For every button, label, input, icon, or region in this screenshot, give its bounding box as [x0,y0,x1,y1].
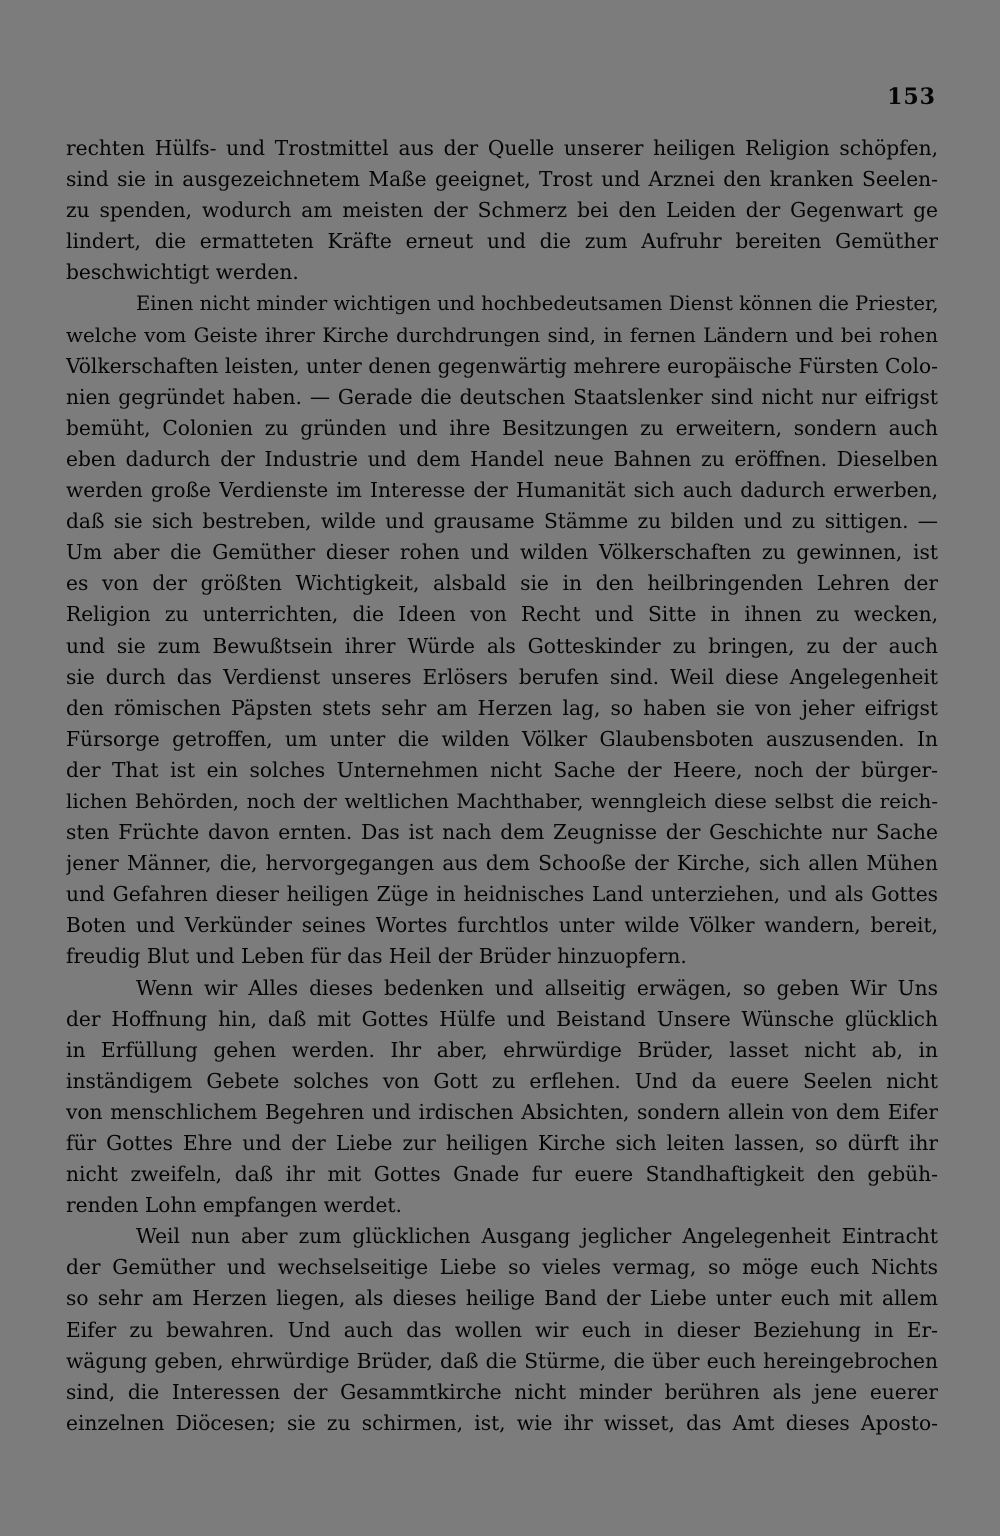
text-line: den römischen Päpsten stets sehr am Herzen lag, so haben sie von jeher eifrigst [66,695,938,720]
text-line: renden Lohn empfangen werdet. [66,1193,402,1218]
text-line: einzelnen Diöcesen; sie zu schirmen, ist, wie ihr wisset, das Amt dieses Aposto- [66,1410,938,1435]
text-line: der Gemüther und wechselseitige Liebe so vieles vermag, so möge euch Nichts [66,1255,938,1280]
text-line: und Gefahren dieser heiligen Züge in heidnisches Land unterziehen, und als Gottes [66,882,938,907]
text-line: inständigem Gebete solches von Gott zu erflehen. Und da euere Seelen nicht [66,1068,938,1093]
text-line: Weil nun aber zum glücklichen Ausgang jeglicher Angelegenheit Eintracht [136,1224,938,1249]
text-line: sind sie in ausgezeichnetem Maße geeignet, Trost und Arznei den kranken Seelen- [66,167,938,192]
text-line: Einen nicht minder wichtigen und hochbedeutsamen Dienst können die Priester, [136,292,938,316]
text-line: für Gottes Ehre und der Liebe zur heiligen Kirche sich leiten lassen, so dürft ihr [66,1131,938,1155]
text-line: Völkerschaften leisten, unter denen gegenwärtig mehrere europäische Fürsten Colo- [66,353,938,378]
text-line: jener Männer, die, hervorgegangen aus dem Schooße der Kirche, sich allen Mühen [66,851,938,876]
text-line: Boten und Verkünder seines Wortes furchtlos unter wilde Völker wandern, bereit, [66,913,938,938]
text-line: Wenn wir Alles dieses bedenken und allseitig erwägen, so geben Wir Uns [136,975,938,1000]
text-line: und sie zum Bewußtsein ihrer Würde als Gotteskinder zu bringen, zu der auch [66,633,938,658]
text-line: Fürsorge getroffen, um unter die wilden Völker Glaubensboten auszusenden. In [66,726,938,751]
text-line: sind, die Interessen der Gesammtkirche nicht minder berühren als jene euerer [66,1379,938,1404]
body-text [66,133,938,1439]
text-line: sie durch das Verdienst unseres Erlösers berufen sind. Weil diese Angelegenheit [66,664,938,689]
text-line: werden große Verdienste im Interesse der Humanität sich auch dadurch erwerben, [66,478,938,503]
text-line: daß sie sich bestreben, wilde und grausame Stämme zu bilden und zu sittigen. — [66,509,938,534]
text-line: nicht zweifeln, daß ihr mit Gottes Gnade fur euere Standhaftigkeit den gebüh- [66,1162,938,1187]
text-line: zu spenden, wodurch am meisten der Schmerz bei den Leiden der Gegenwart ge [66,198,938,223]
text-line: so sehr am Herzen liegen, als dieses heilige Band der Liebe unter euch mit allem [66,1286,938,1311]
text-line: beschwichtigt werden. [66,260,299,285]
text-line: wägung geben, ehrwürdige Brüder, daß die Stürme, die über euch hereingebrochen [66,1348,938,1373]
text-line: rechten Hülfs- und Trostmittel aus der Quelle unserer heiligen Religion schöpfen, [66,136,938,160]
text-line: der That ist ein solches Unternehmen nicht Sache der Heere, noch der bürger- [66,757,938,782]
text-line: nien gegründet haben. — Gerade die deutschen Staatslenker sind nicht nur eifrigst [66,384,938,409]
text-line: welche vom Geiste ihrer Kirche durchdrungen sind, in fernen Ländern und bei rohen [66,323,938,347]
text-line: freudig Blut und Leben für das Heil der Brüder hinzuopfern. [66,944,687,969]
text-line: von menschlichem Begehren und irdischen Absichten, sondern allein von dem Eifer [66,1099,938,1124]
text-line: eben dadurch der Industrie und dem Handel neue Bahnen zu eröffnen. Dieselben [66,446,938,471]
page-number: 153 [887,84,936,110]
text-line: Religion zu unterrichten, die Ideen von Recht und Sitte in ihnen zu wecken, [66,602,938,627]
text-line: der Hoffnung hin, daß mit Gottes Hülfe und Beistand Unsere Wünsche glücklich [66,1006,938,1031]
text-line: sten Früchte davon ernten. Das ist nach dem Zeugnisse der Geschichte nur Sache [66,820,938,845]
text-line: Eifer zu bewahren. Und auch das wollen wir euch in dieser Beziehung in Er- [66,1317,938,1342]
text-line: es von der größten Wichtigkeit, alsbald sie in den heilbringenden Lehren der [66,571,938,596]
text-line: lichen Behörden, noch der weltlichen Machthaber, wenngleich diese selbst die reich- [66,789,938,813]
text-line: Um aber die Gemüther dieser rohen und wilden Völkerschaften zu gewinnen, ist [66,540,938,565]
text-line: in Erfüllung gehen werden. Ihr aber, ehrwürdige Brüder, lasset nicht ab, in [66,1037,938,1062]
text-line: lindert, die ermatteten Kräfte erneut und die zum Aufruhr bereiten Gemüther [66,229,938,254]
text-line: bemüht, Colonien zu gründen und ihre Besitzungen zu erweitern, sondern auch [66,415,938,440]
